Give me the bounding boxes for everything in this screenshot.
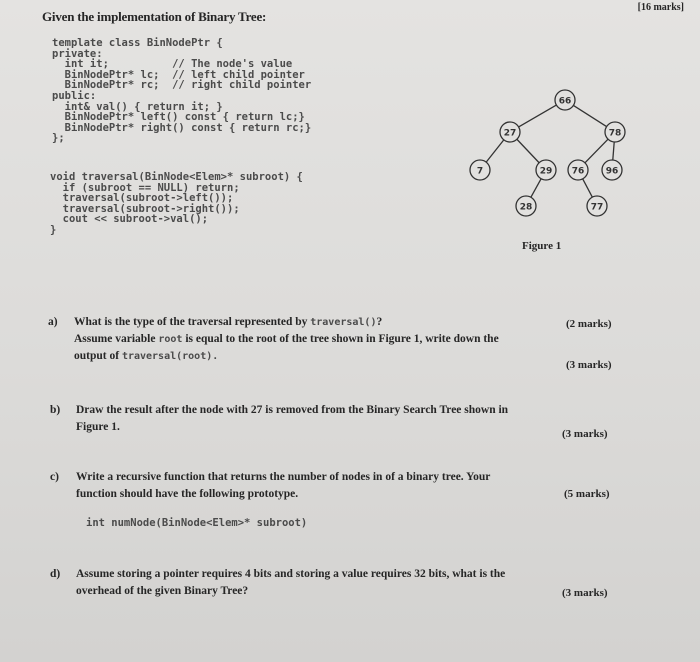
tree-node-label: 7 <box>476 166 484 177</box>
code-line: BinNodePtr* lc; // left child pointer <box>52 68 305 81</box>
question-label: d) <box>50 568 61 580</box>
tree-edge <box>585 139 608 163</box>
total-marks: [16 marks] <box>637 2 684 13</box>
code-line: }; <box>52 132 65 145</box>
tree-node-label: 29 <box>539 166 553 177</box>
code-line: } <box>50 223 57 236</box>
tree-node <box>587 196 607 216</box>
question-text-part: is equal to the root of the tree shown in Figure 1, write down the <box>182 333 499 345</box>
question-text-part: output of <box>74 350 122 362</box>
question-text: Write a recursive function that returns the number of nodes in of a binary tree. Your <box>76 471 491 483</box>
question-label: c) <box>50 471 59 483</box>
code-line: int it; // The node's value <box>52 58 293 71</box>
tree-node-label: 28 <box>519 202 533 213</box>
tree-node-label: 76 <box>571 166 585 177</box>
tree-edge <box>573 105 606 126</box>
tree-node-label: 66 <box>558 96 572 107</box>
question-label: a) <box>48 316 58 328</box>
tree-node-label: 77 <box>590 202 604 213</box>
question-marks: (3 marks) <box>562 587 608 599</box>
tree-node <box>536 160 556 180</box>
code-line: BinNodePtr* rc; // right child pointer <box>52 79 312 92</box>
question-text-part: ? <box>376 316 383 328</box>
tree-edge <box>517 139 539 162</box>
code-line: cout << subroot->val(); <box>50 213 209 226</box>
code-line: traversal(subroot->right()); <box>50 202 240 215</box>
code-line: if (subroot == NULL) return; <box>50 181 240 194</box>
question-label: b) <box>50 404 61 416</box>
tree-node <box>555 90 575 110</box>
tree-edge <box>486 140 504 162</box>
inline-code: root <box>158 334 183 345</box>
tree-node <box>500 122 520 142</box>
question-marks: (2 marks) <box>566 318 612 330</box>
tree-edge <box>583 179 593 197</box>
code-line: BinNodePtr* right() const { return rc;} <box>52 121 312 134</box>
class-code-block <box>52 38 311 144</box>
question-text <box>74 314 382 331</box>
question-c <box>50 469 690 509</box>
tree-node-label: 96 <box>605 166 619 177</box>
inline-code: traversal(root). <box>121 351 219 362</box>
tree-edge <box>519 105 557 127</box>
question-marks: (3 marks) <box>562 428 608 440</box>
code-line: traversal(subroot->left()); <box>50 192 234 205</box>
question-text-part: Assume variable <box>74 333 159 345</box>
figure-caption: Figure 1 <box>522 240 562 252</box>
question-marks: (5 marks) <box>564 488 610 500</box>
question-text: function should have the following prototype. <box>76 488 299 500</box>
tree-node-label: 78 <box>608 128 622 139</box>
question-d <box>50 566 690 606</box>
inline-code: traversal() <box>310 317 377 328</box>
question-text-part: What is the type of the traversal represented by <box>74 316 311 328</box>
question-text: overhead of the given Binary Tree? <box>76 585 249 597</box>
tree-node <box>605 122 625 142</box>
question-text: Draw the result after the node with 27 is removed from the Binary Search Tree shown in <box>76 404 509 416</box>
binary-tree-figure <box>460 82 670 232</box>
tree-edge <box>613 142 614 160</box>
code-line: template class BinNodePtr { <box>52 37 223 49</box>
traversal-code-block <box>50 172 303 236</box>
tree-node <box>516 196 536 216</box>
tree-node <box>602 160 622 180</box>
question-b <box>50 402 690 442</box>
question-text: Figure 1. <box>76 421 120 433</box>
tree-node-label: 27 <box>503 128 517 139</box>
question-text: Assume storing a pointer requires 4 bits and storing a value requires 32 bits, what is the <box>76 568 506 580</box>
code-line: int& val() { return it; } <box>52 100 223 113</box>
code-line: BinNodePtr* left() const { return lc;} <box>52 111 305 124</box>
code-line: void traversal(BinNode<Elem>* subroot) { <box>50 171 303 183</box>
question-a <box>48 314 688 374</box>
tree-node <box>568 160 588 180</box>
function-prototype: int numNode(BinNode<Elem>* subroot) <box>86 517 308 529</box>
page-title: Given the implementation of Binary Tree: <box>42 9 267 24</box>
tree-node <box>470 160 490 180</box>
question-text <box>74 331 499 348</box>
code-line: private: <box>52 47 103 60</box>
question-marks: (3 marks) <box>566 359 612 371</box>
question-text <box>74 348 218 365</box>
tree-edge <box>531 179 541 198</box>
code-line: public: <box>52 89 97 102</box>
